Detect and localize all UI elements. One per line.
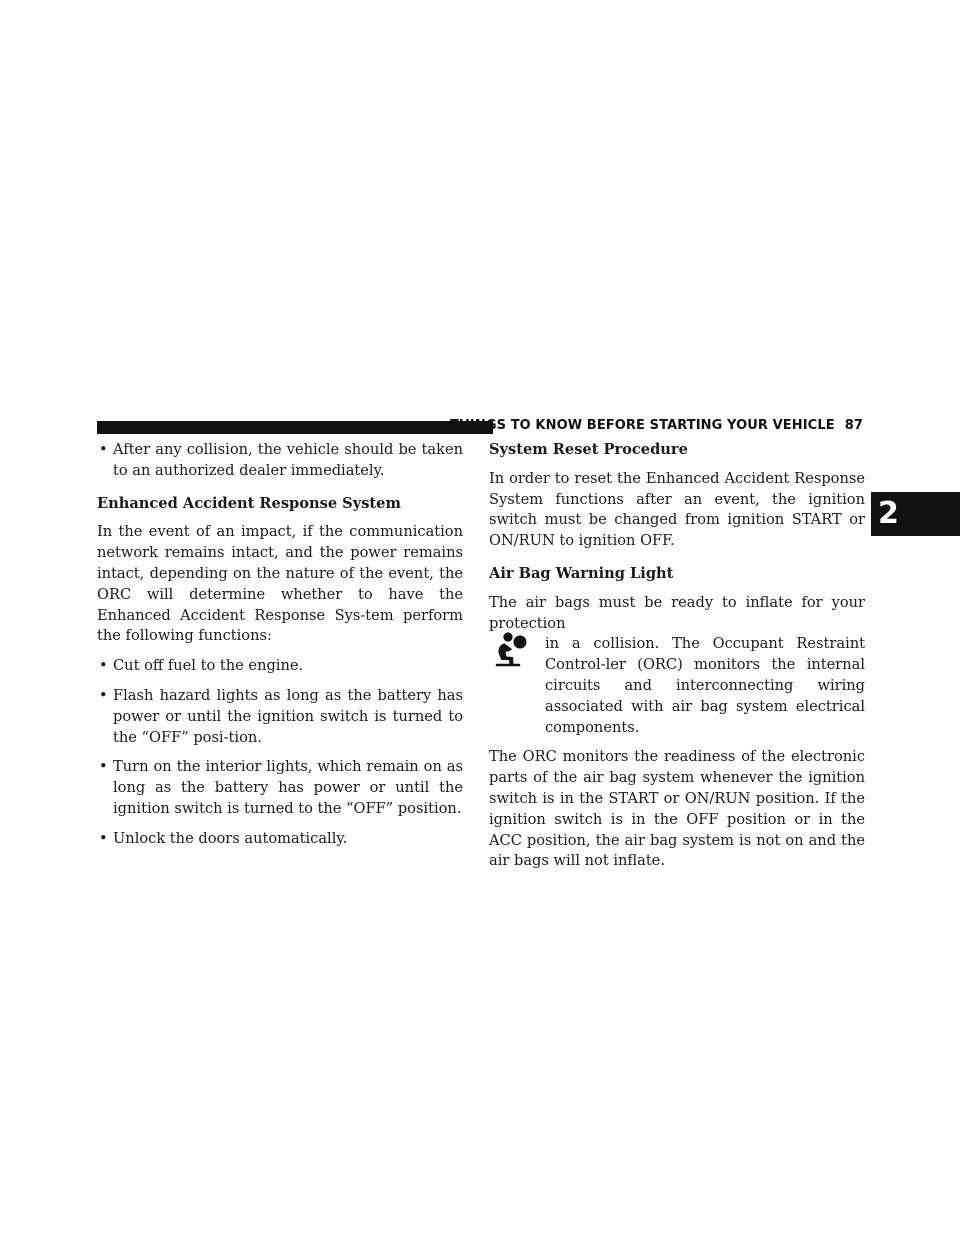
running-header: [0, 418, 863, 433]
list-item-text: Flash hazard lights as long as the battery has power or until the ignition switch is turned to the “OFF” posi-tion.: [113, 686, 463, 746]
page-number: 87: [844, 418, 863, 433]
warning-paragraph: [489, 593, 865, 739]
list-item-text: Turn on the interior lights, which remain on as long as the battery has power or until the ignition switch is turned to the “OFF” position.: [113, 758, 463, 817]
paragraph: In the event of an impact, if the communication network remains intact, and the power remains intact, depending on the nature of the event, the ORC will determine whether to have the Enhanced Accident Response Sys-tem perform the following functions:: [97, 523, 463, 645]
list-item: [97, 656, 463, 677]
bullet-icon: •: [99, 441, 108, 458]
list-item-text: After any collision, the vehicle should be taken to an authorized dealer immediately.: [113, 441, 463, 479]
section-heading: System Reset Procedure: [489, 441, 688, 458]
bullet-icon: •: [99, 686, 108, 704]
bullet-icon: •: [99, 829, 108, 847]
list-item: [97, 440, 463, 482]
section-heading: Enhanced Accident Response System: [97, 494, 401, 512]
airbag-warning-icon: [487, 629, 529, 671]
header-title: THINGS TO KNOW BEFORE STARTING YOUR VEHICLE: [449, 418, 835, 433]
section-heading: Air Bag Warning Light: [489, 564, 674, 582]
list-item-text: Cut off fuel to the engine.: [113, 657, 304, 675]
list-item: [97, 757, 463, 819]
paragraph-indented: in a collision. The Occupant Restraint Control-ler (ORC) monitors the internal circuits and interconnecting wiring associated with air bag system electrical components.: [545, 635, 865, 736]
list-item: [97, 686, 463, 748]
chapter-tab[interactable]: 2: [871, 492, 960, 536]
right-column: [489, 440, 865, 872]
bullet-icon: •: [99, 758, 108, 776]
list-item-text: Unlock the doors automatically.: [113, 829, 348, 847]
bullet-icon: •: [99, 657, 108, 675]
paragraph-first-line: The air bags must be ready to inflate for your protection: [489, 593, 865, 632]
paragraph: In order to reset the Enhanced Accident Response System functions after an event, the ignition switch must be changed from ignition START or ON/RUN to ignition OFF.: [489, 469, 865, 550]
list-item: [97, 829, 463, 850]
left-column: [97, 440, 463, 850]
paragraph: The ORC monitors the readiness of the electronic parts of the air bag system whenever the ignition switch is in the START or ON/RUN position. If the ignition switch is in the OFF position or in the ACC position, the air bag system is not on and the air bags will not inflate.: [489, 748, 865, 870]
